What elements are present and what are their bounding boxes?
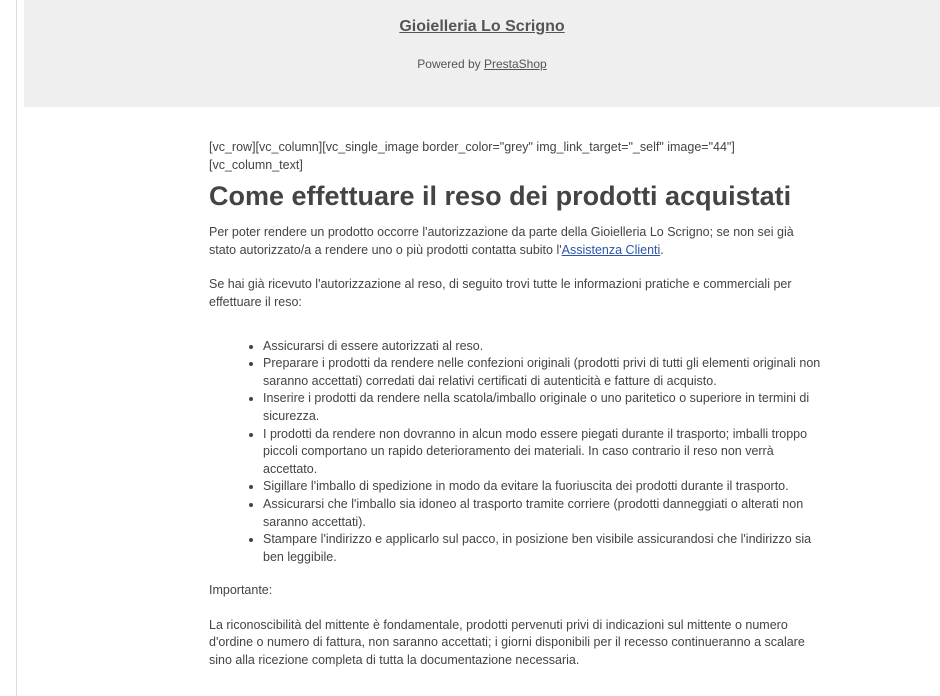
list-item: • Assicurarsi che l'imballo sia idoneo al trasporto tramite corriere (prodotti danneggiati o alterati non saranno accettati). bbox=[263, 496, 821, 531]
powered-by bbox=[24, 57, 940, 71]
list-item: • Preparare i prodotti da rendere nelle confezioni originali (prodotti privi di tutti gli elementi originali non saranno accettati) corredati dai relativi certificati di autenticità e fatture di acquisto. bbox=[263, 355, 821, 390]
shop-name bbox=[24, 18, 940, 36]
intro-text: Per poter rendere un prodotto occorre l'autorizzazione da parte della Gioielleria Lo Scrigno; se non sei già stato autorizzato/a a rendere uno o più prodotti contatta subito l' bbox=[209, 225, 794, 257]
prestashop-link[interactable]: PrestaShop bbox=[483, 57, 547, 71]
intro-end: . bbox=[660, 242, 664, 257]
important-paragraph: La riconoscibilità del mittente è fondamentale, prodotti pervenuti privi di indicazioni sul mittente o numero d'ordine o numero di fattura, non saranno accettati; i giorni disponibili per il recesso continueranno a scalare sino alla ricezione completa di tutta la documentazione necessaria. bbox=[209, 617, 805, 668]
customer-service-link[interactable]: Assistenza Clienti bbox=[561, 242, 661, 257]
page-content bbox=[209, 139, 821, 687]
list-item: • Assicurarsi di essere autorizzati al reso. bbox=[263, 338, 821, 356]
intro-paragraph bbox=[209, 224, 821, 259]
list-item: • I prodotti da rendere non dovranno in alcun modo essere piegati durante il trasporto; imballi troppo piccoli comportano un rapido deterioramento dei materiali. In caso contrario il reso non verrà accettato. bbox=[263, 426, 821, 479]
site-header bbox=[24, 0, 940, 107]
return-steps-list bbox=[209, 338, 821, 567]
page-title: Come effettuare il reso dei prodotti acquistati bbox=[209, 181, 792, 212]
left-border bbox=[16, 0, 17, 696]
list-item: • Stampare l'indirizzo e applicarlo sul pacco, in posizione ben visibile assicurandosi che l'indirizzo sia ben leggibile. bbox=[263, 531, 821, 566]
important-label: Importante: bbox=[209, 583, 273, 598]
shortcode-text: [vc_row][vc_column][vc_single_image border_color="grey" img_link_target="_self" image="44"][vc_column_text] bbox=[209, 140, 735, 172]
powered-by-label: Powered by bbox=[417, 57, 484, 71]
shop-name-link[interactable]: Gioielleria Lo Scrigno bbox=[399, 18, 565, 35]
authorization-paragraph: Se hai già ricevuto l'autorizzazione al reso, di seguito trovi tutte le informazioni pratiche e commerciali per effettuare il reso: bbox=[209, 277, 792, 309]
list-item: • Inserire i prodotti da rendere nella scatola/imballo originale o uno paritetico o superiore in termini di sicurezza. bbox=[263, 390, 821, 425]
list-item: • Sigillare l'imballo di spedizione in modo da evitare la fuoriuscita dei prodotti durante il trasporto. bbox=[263, 478, 821, 496]
